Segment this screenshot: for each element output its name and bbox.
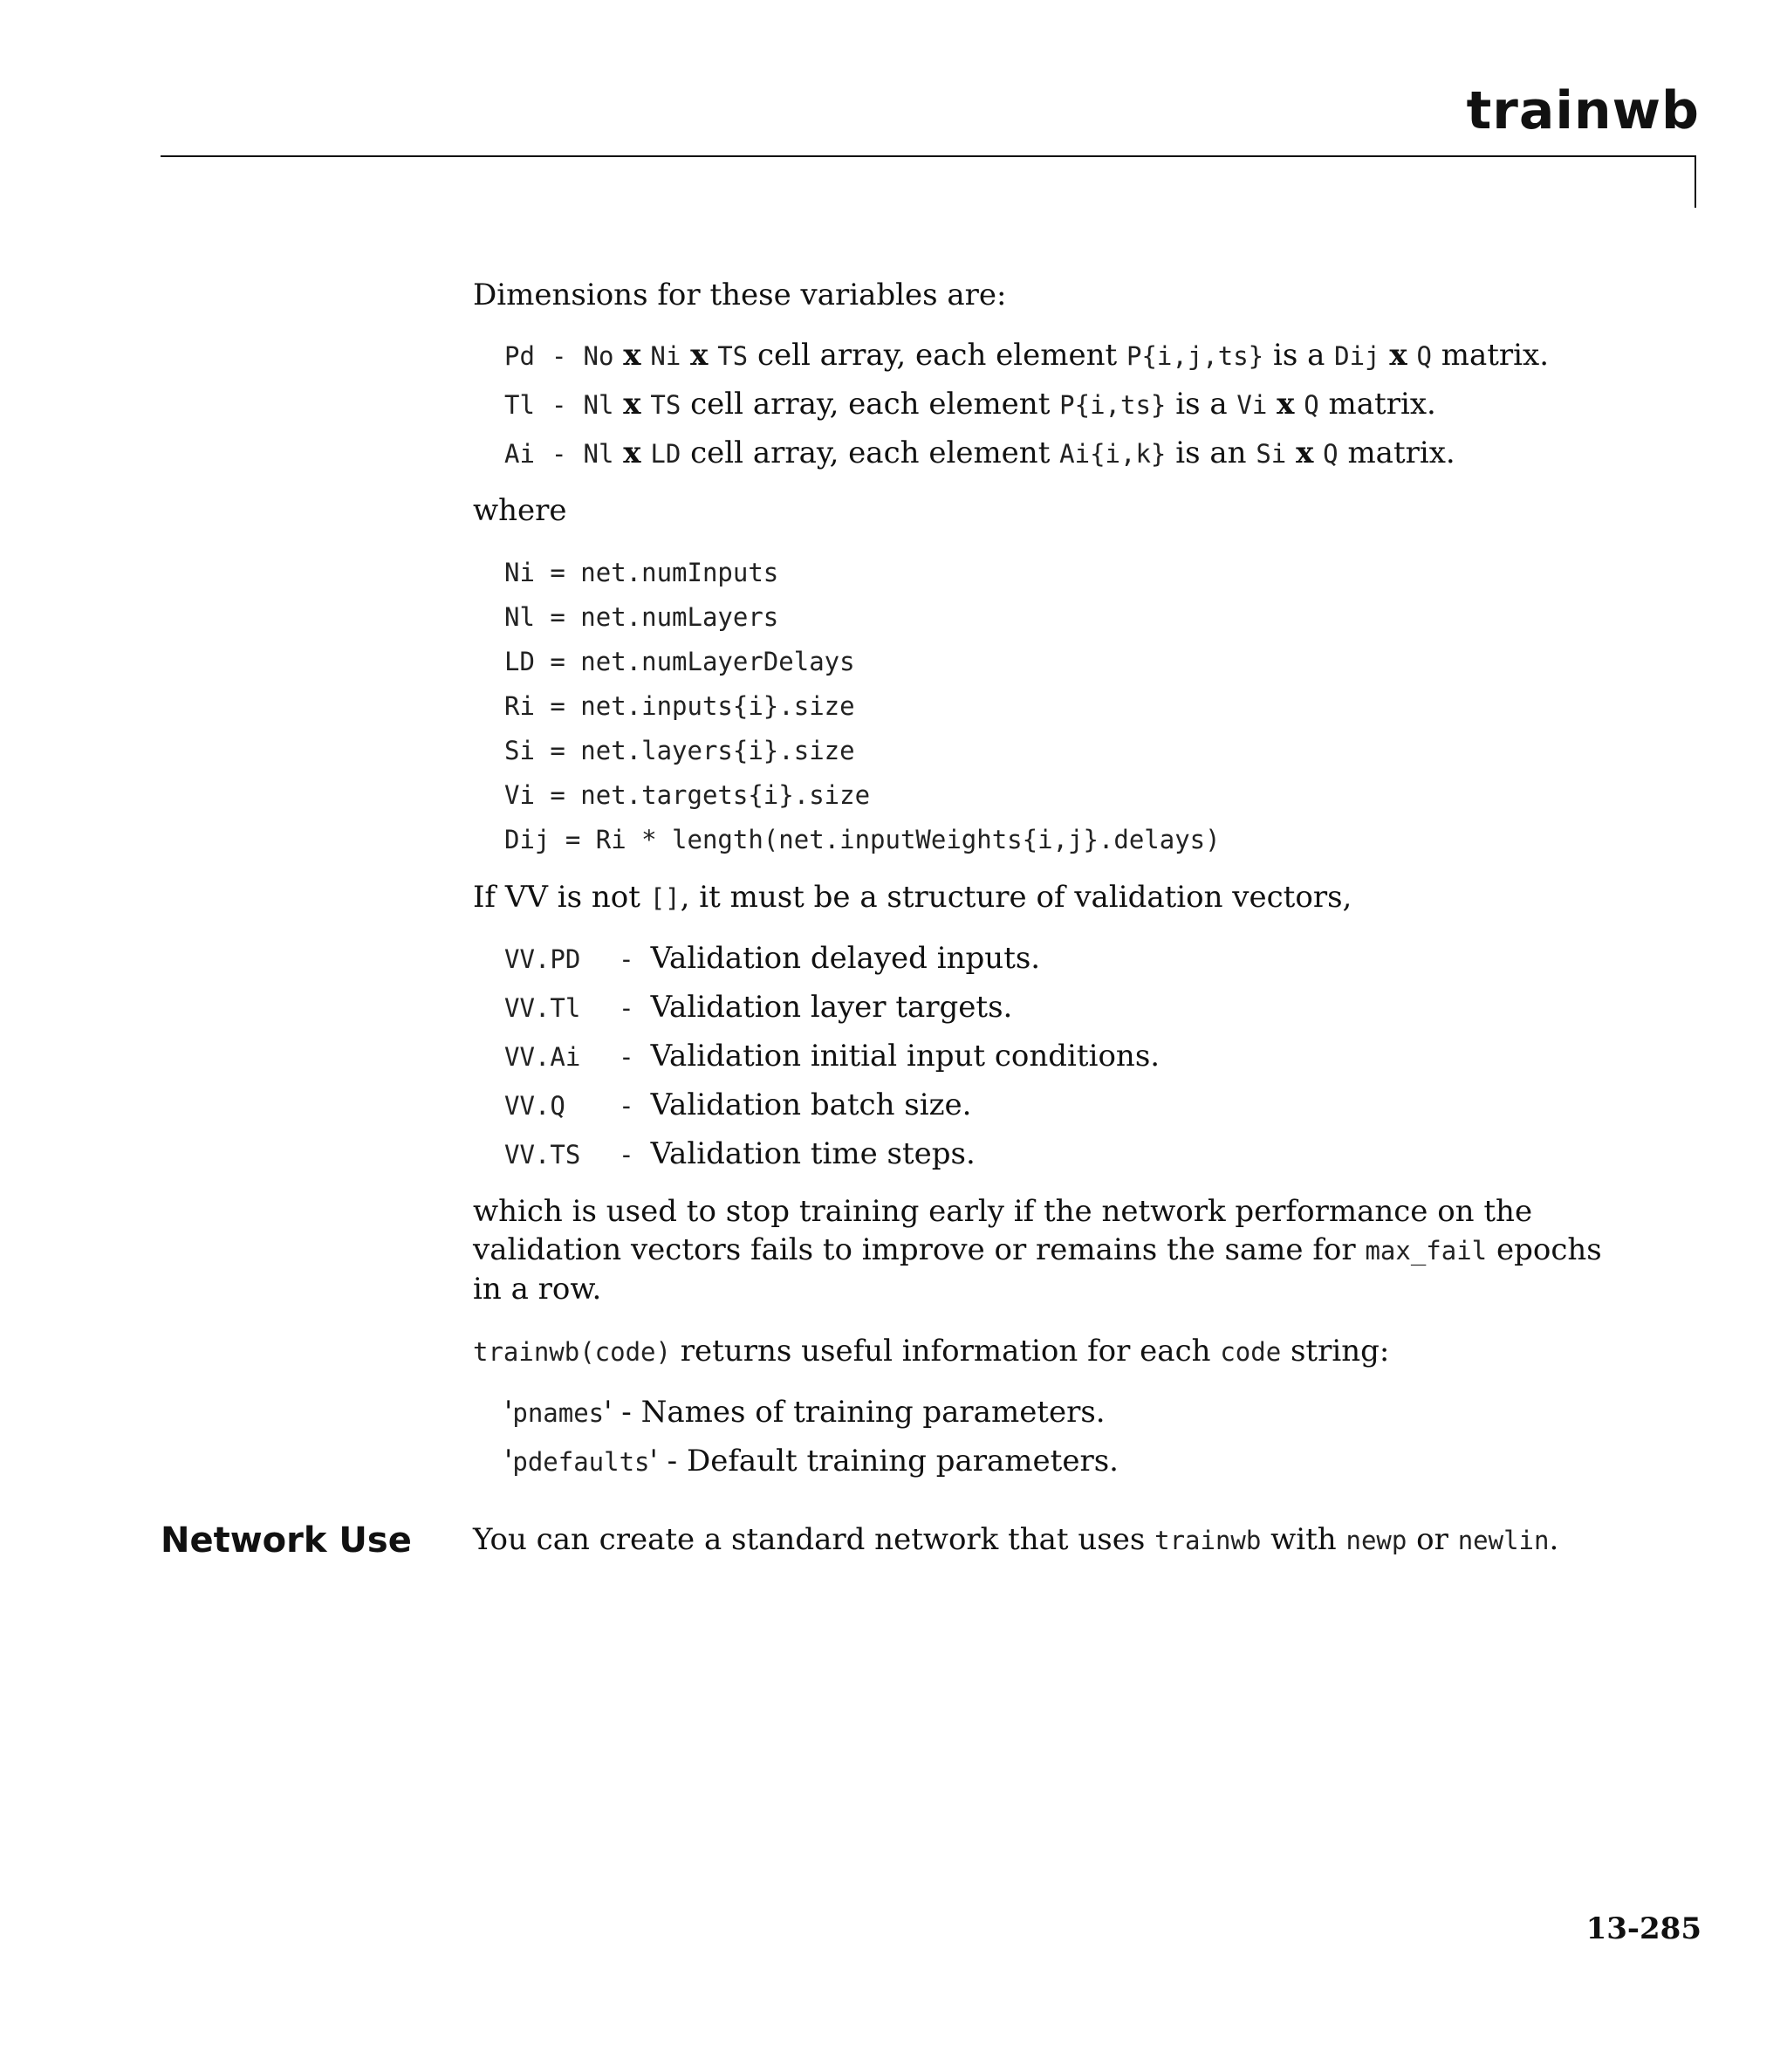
network-use-text (473, 1520, 1558, 1560)
header-rule (161, 155, 1696, 157)
vv-desc: Validation initial input conditions. (650, 1039, 1161, 1074)
dim-times: x (1277, 387, 1295, 422)
network-use-text-part: . (1549, 1522, 1559, 1557)
where-line: LD = net.numLayerDelays (504, 647, 855, 676)
dim-size-2: LD (650, 439, 681, 469)
dim-matrix-cols: Q (1304, 390, 1319, 420)
dim-times: x (690, 338, 709, 373)
dim-size-2: Ni (650, 341, 681, 371)
vv-outro-code: max_fail (1365, 1236, 1488, 1266)
vv-intro-text: If VV is not (473, 880, 640, 915)
quote: ' (504, 1395, 513, 1430)
header-rule-tick (1695, 155, 1696, 208)
network-use-text-part: You can create a standard network that uses (473, 1522, 1146, 1557)
dim-text: cell array, each element (690, 387, 1051, 422)
vv-dash: - (619, 1042, 634, 1072)
network-use-heading: Network Use (161, 1520, 412, 1561)
vv-item (504, 988, 1012, 1027)
dim-var: Tl (504, 390, 535, 420)
dim-matrix-cols: Q (1416, 341, 1432, 371)
code-info-item (504, 1393, 1106, 1432)
dim-matrix-cols: Q (1323, 439, 1339, 469)
vv-intro-text: , it must be a structure of validation vectors, (680, 880, 1352, 915)
quote: ' (649, 1444, 658, 1479)
network-use-code: trainwb (1154, 1526, 1262, 1555)
quote: ' (504, 1444, 513, 1479)
vv-item (504, 1086, 971, 1125)
dim-text: is an (1175, 436, 1247, 470)
dim-times: x (1296, 436, 1314, 470)
vv-desc: Validation time steps. (650, 1136, 976, 1171)
vv-field: VV.Tl (504, 993, 581, 1023)
code-info-desc: - Default training parameters. (657, 1444, 1119, 1479)
dim-dash: - (551, 439, 567, 469)
where-line: Vi = net.targets{i}.size (504, 780, 871, 810)
vv-item (504, 939, 1040, 978)
vv-desc: Validation layer targets. (650, 990, 1013, 1025)
vv-desc: Validation batch size. (650, 1087, 972, 1122)
vv-item (504, 1135, 976, 1174)
dim-element: P{i,ts} (1059, 390, 1167, 420)
dimension-row (504, 434, 1455, 473)
where-line: Ni = net.numInputs (504, 558, 779, 587)
network-use-code: newp (1345, 1526, 1407, 1555)
quote: ' (604, 1395, 613, 1430)
dim-element: Ai{i,k} (1059, 439, 1167, 469)
code-info-name: pdefaults (512, 1447, 650, 1477)
dim-matrix-rows: Vi (1236, 390, 1268, 420)
code-info-text: returns useful information for each (680, 1334, 1211, 1369)
vv-outro (473, 1192, 1625, 1308)
code-info-desc: - Names of training parameters. (612, 1395, 1106, 1430)
dim-times: x (623, 338, 641, 373)
where-line: Si = net.layers{i}.size (504, 736, 855, 765)
vv-dash: - (619, 1091, 634, 1121)
where-line: Nl = net.numLayers (504, 602, 779, 632)
vv-field: VV.TS (504, 1140, 581, 1170)
vv-dash: - (619, 993, 634, 1023)
dim-text: cell array, each element (690, 436, 1051, 470)
dim-matrix-rows: Dij (1334, 341, 1380, 371)
vv-intro (473, 878, 1352, 917)
vv-dash: - (619, 1140, 634, 1170)
code-info-name: pnames (512, 1398, 605, 1428)
dim-text: matrix. (1441, 338, 1550, 373)
vv-item (504, 1037, 1160, 1076)
network-use-text-part: with (1270, 1522, 1337, 1557)
where-line: Ri = net.inputs{i}.size (504, 691, 855, 721)
dim-matrix-rows: Si (1256, 439, 1287, 469)
dim-size-1: Nl (583, 439, 614, 469)
where-label: where (473, 493, 567, 528)
dimension-row (504, 336, 1549, 375)
vv-field: VV.Q (504, 1091, 565, 1121)
dim-size-3: TS (717, 341, 749, 371)
dimensions-intro: Dimensions for these variables are: (473, 278, 1007, 312)
vv-field: VV.Ai (504, 1042, 581, 1072)
code-info-intro (473, 1332, 1389, 1371)
code-info-code: code (1220, 1337, 1282, 1367)
dim-times: x (1389, 338, 1407, 373)
dim-times: x (623, 387, 641, 422)
dim-text: cell array, each element (757, 338, 1118, 373)
network-use-code: newlin (1457, 1526, 1550, 1555)
page-number: 13-285 (1585, 1911, 1701, 1946)
dim-text: matrix. (1328, 387, 1436, 422)
dim-size-1: No (583, 341, 614, 371)
dim-size-1: Nl (583, 390, 614, 420)
dim-size-2: TS (650, 390, 681, 420)
code-info-func: trainwb(code) (473, 1337, 671, 1367)
dim-dash: - (551, 390, 567, 420)
dim-text: is a (1175, 387, 1228, 422)
dim-var: Pd (504, 341, 535, 371)
vv-outro-text: which is used to stop training early if the network performance on the validation vectors fails to improve or remains the same for (473, 1194, 1533, 1267)
code-info-item (504, 1442, 1119, 1481)
network-use-text-part: or (1416, 1522, 1448, 1557)
dim-times: x (623, 436, 641, 470)
dimension-row (504, 385, 1436, 424)
dim-text: matrix. (1347, 436, 1455, 470)
dim-text: is a (1272, 338, 1325, 373)
page-header-title: trainwb (1466, 80, 1700, 141)
vv-desc: Validation delayed inputs. (650, 941, 1041, 976)
dim-element: P{i,j,ts} (1126, 341, 1264, 371)
dim-var: Ai (504, 439, 535, 469)
vv-outro-text: epochs in a row. (473, 1232, 1602, 1307)
dim-dash: - (551, 341, 567, 371)
vv-dash: - (619, 944, 634, 974)
vv-intro-code: [] (649, 883, 681, 913)
code-info-text: string: (1290, 1334, 1390, 1369)
vv-field: VV.PD (504, 944, 581, 974)
where-line: Dij = Ri * length(net.inputWeights{i,j}.delays) (504, 825, 1221, 854)
